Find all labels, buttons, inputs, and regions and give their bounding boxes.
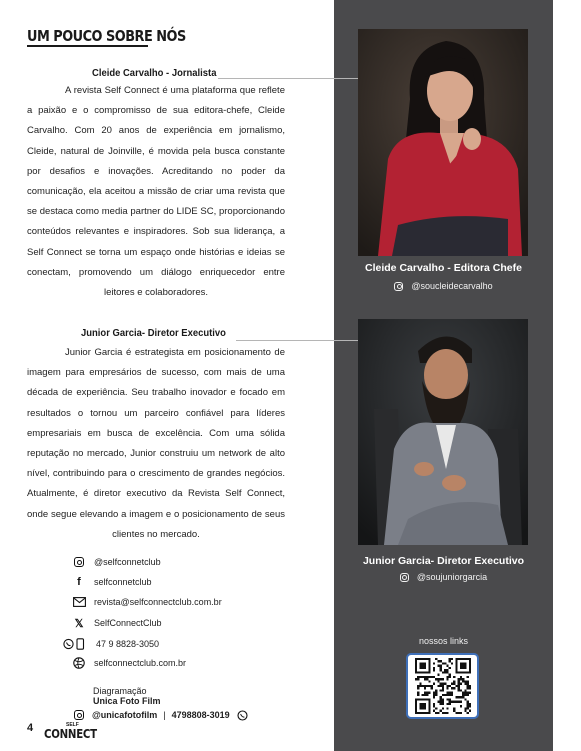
contact-email[interactable] [72, 595, 222, 609]
instagram-icon [72, 555, 86, 569]
cleide-portrait [358, 29, 528, 256]
instagram-icon [394, 282, 403, 291]
contact-instagram-text: @selfconnetclub [94, 557, 161, 567]
logo-self: SELF [66, 722, 79, 728]
email-icon [72, 595, 86, 609]
x-icon: 𝕏 [74, 617, 84, 630]
connector-line [218, 78, 358, 79]
qr-code[interactable] [406, 653, 479, 719]
contact-phone-text: 47 9 8828-3050 [96, 639, 160, 649]
credit-contact-row[interactable] [72, 708, 250, 722]
contact-website-text: selfconnectclub.com.br [94, 658, 187, 668]
credit-phone: 4798808-3019 [171, 710, 230, 720]
contact-email-text: revista@selfconnectclub.com.br [94, 597, 222, 607]
cleide-caption: Cleide Carvalho - Editora Chefe [365, 262, 522, 274]
instagram-icon [400, 573, 409, 582]
connector-line [236, 340, 358, 341]
section-title: UM POUCO SOBRE NÓS [27, 27, 186, 45]
junior-bio: Junior Garcia é estrategista em posicionamento de imagem para empresários de sucesso, com mais de uma década de experiência. Seu trabalho inovador e focado em resultados o tornou um parceiro confiável para líderes empresariais em busca de excelência. Com uma sólida reputação no mercado, Junior construiu um network de alto nível, contribuindo para o crescimento de grandes negócios. Atualmente, é diretor executivo da Revista Self Connect, onde segue elevando a imagem e o posicionamento de seus clientes no mercado. [27, 347, 285, 540]
junior-caption: Junior Garcia- Diretor Executivo [362, 555, 525, 567]
credit-studio: Unica Foto Film [93, 696, 161, 706]
junior-heading: Junior Garcia- Diretor Executivo [81, 327, 226, 339]
contact-phone[interactable] [62, 637, 159, 651]
logo-connect: CONNECT [44, 727, 97, 741]
page-number: 4 [27, 722, 34, 734]
contact-instagram[interactable] [72, 555, 161, 569]
junior-instagram-handle: @soujuniorgarcia [416, 572, 488, 582]
junior-instagram[interactable] [334, 572, 553, 582]
contact-website[interactable] [72, 656, 186, 670]
cleide-heading: Cleide Carvalho - Jornalista [92, 67, 217, 79]
junior-portrait [358, 319, 528, 545]
cleide-bio: A revista Self Connect é uma plataforma que reflete a paixão e o compromisso de sua editora-chefe, Cleide Carvalho. Com 20 anos de experiência em jornalismo, Cleide, natural de Joinville, é movida pela busca constante por desafios e inovações. Acreditando no poder da comunicação, ela aceitou a missão de criar uma revista que se destaca como media partner do LIDE SC, proporcionando conteúdos relevantes e inspiradores. Sob sua liderança, a Self Connect se torna um espaço onde histórias e ideias se conectam, promovendo um diálogo enriquecedor entre leitores e colaboradores. [27, 85, 285, 299]
title-underline [27, 45, 148, 47]
cleide-instagram-handle: @soucleidecarvalho [411, 281, 493, 291]
cleide-instagram[interactable] [334, 281, 553, 291]
credit-separator: | [163, 710, 166, 720]
whatsapp-icon [236, 708, 250, 722]
credit-label: Diagramação [93, 686, 147, 696]
facebook-icon: f [77, 576, 81, 588]
contact-x[interactable] [72, 616, 162, 630]
junior-photo [358, 319, 528, 545]
cleide-photo [358, 29, 528, 256]
contact-x-text: SelfConnectClub [94, 618, 162, 628]
contact-facebook[interactable] [72, 575, 152, 589]
globe-icon [72, 656, 86, 670]
credit-instagram: @unicafotofilm [92, 710, 158, 720]
contact-facebook-text: selfconnetclub [94, 577, 152, 587]
qr-code-pattern [415, 658, 471, 714]
links-label: nossos links [418, 636, 469, 646]
whatsapp-phone-icon [62, 637, 88, 651]
instagram-icon [72, 708, 86, 722]
